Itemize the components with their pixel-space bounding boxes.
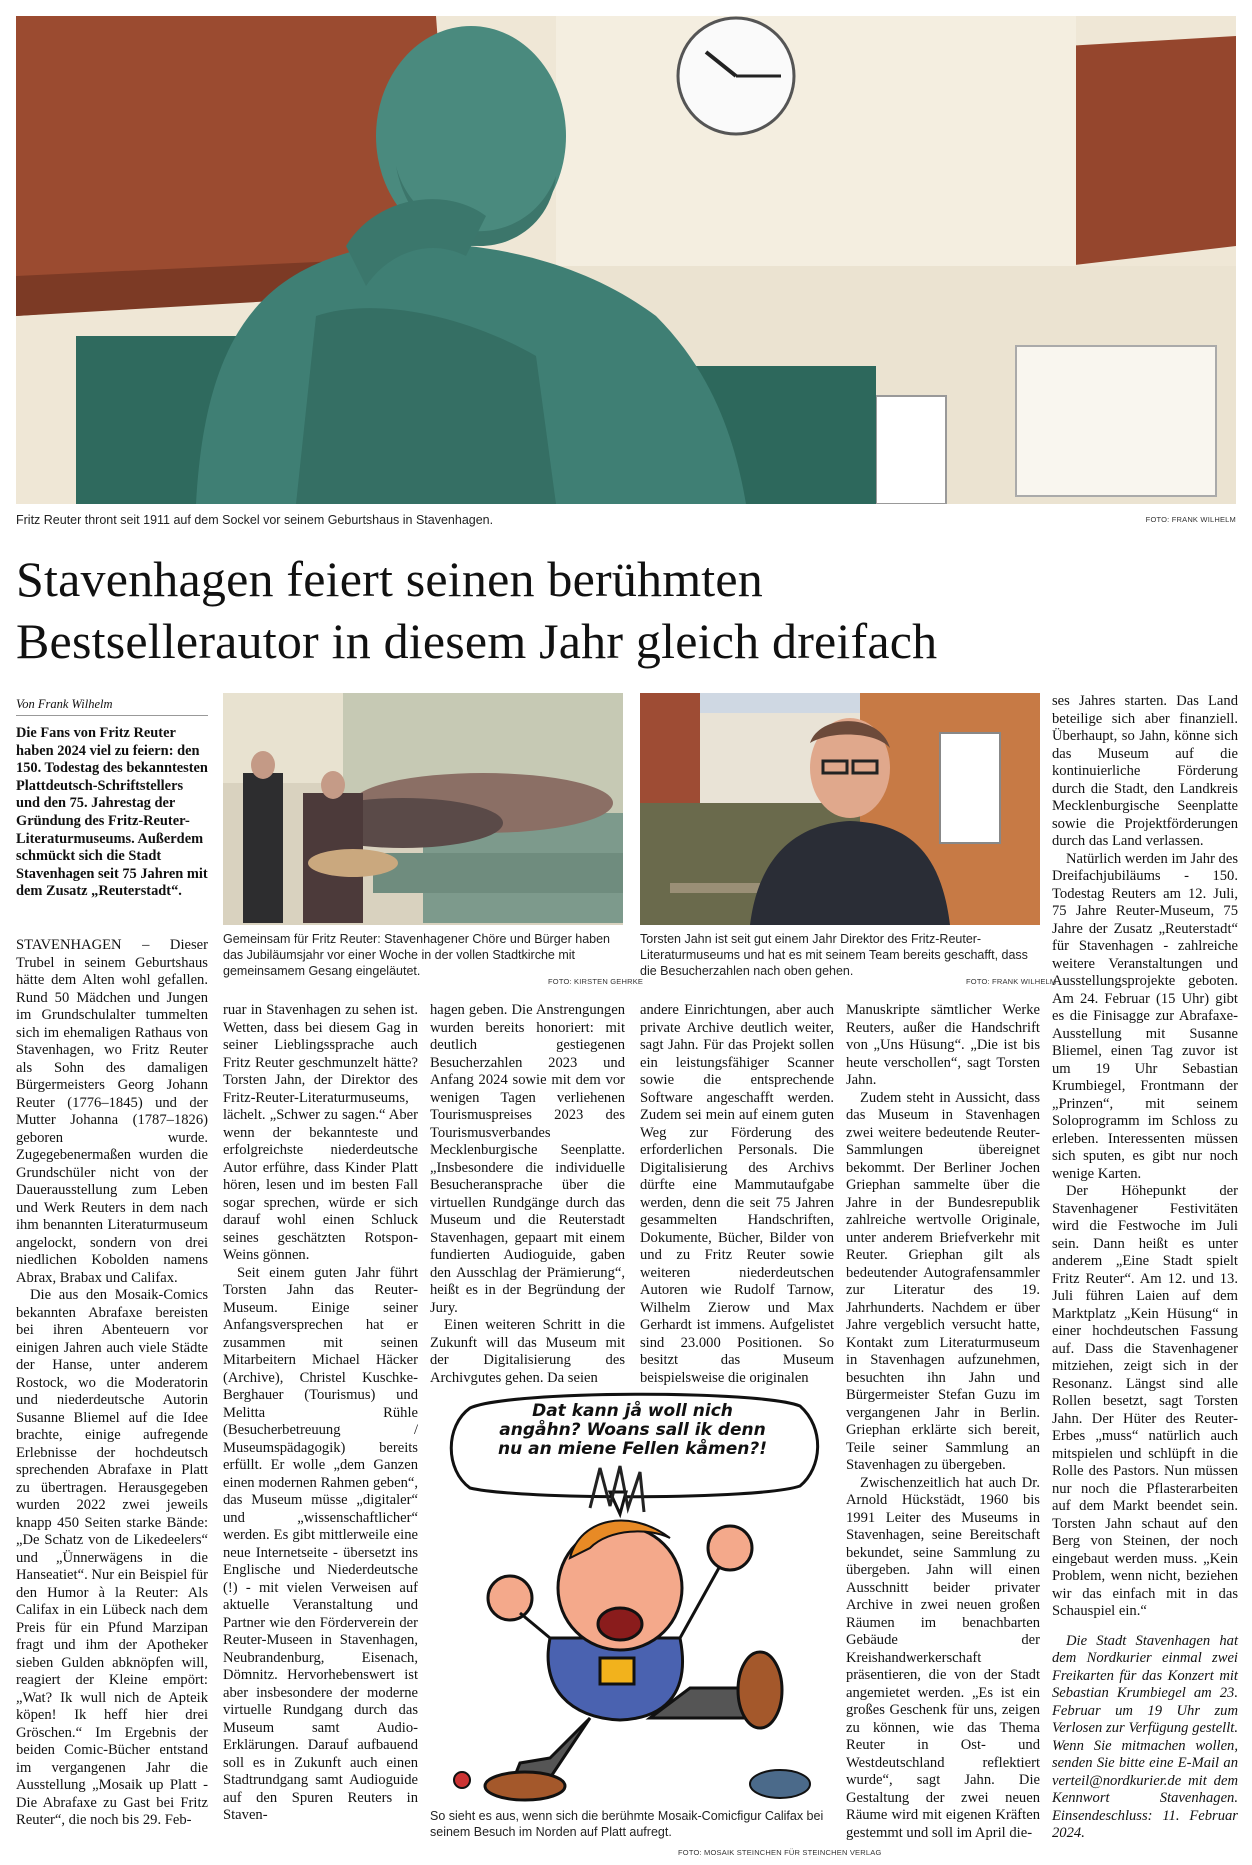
ticket-raffle-notice: Die Stadt Stavenhagen hat dem Nordkurier einmal zwei Freikarten für das Konzert mit Sebastian Krumbiegel am 23. Februar um 19 Uhr zum Verlosen zur Verfügung gestellt. Wenn Sie mitmachen wollen, senden Sie bitte eine E-Mail an verteil@nordkurier.de mit dem Kennwort Stavenhagen. Einsendeschluss: 11. Februar 2024. xyxy=(1052,1632,1238,1841)
col1-paragraph-2: Die aus den Mosaik-Comics bekannten Abrafaxe bereisten bei ihren Abenteuern vor einigen Jahren auch viele Städte der Hanse, unter anderem Rostock, wo die Moderatorin und niederdeutsche Autorin Susanne Bliemel auf die Idee brachte, einige aufregende Erlebnisse der hochdeutsch sprechenden Abrafaxe in Platt zu übertragen. Herausgegeben wurden 2022 zwei jeweils knapp 450 Seiten starke Bände: „De Schatz von de Likedeelers“ und „Ünnerwägens in die Hanseatiet“. Nur ein Beispiel für den Humor à la Reuter: Als Califax in ein Lübeck nach dem Preis für ein Pfund Marzipan fragt und ihm der Apotheker sieben Gulden abknöpfen will, reagiert der Kleine empört: „Wat? Ik wull nich de Apteik köpen! Ik heff hier drei Gröschen.“ Im Ergebnis der beiden Comic-Bücher entstand im vergangenen Jahr die Ausstellung „Mosaik up Platt - Die Abrafaxe zu Gast bei Fritz Reuter“, die noch bis 29. Feb- xyxy=(16,1287,208,1828)
col5-paragraph-1: Manuskripte sämtlicher Werke Reuters, außer die Handschrift von „Uns Hüsung“. „Die ist bis heute verschollen“, sagt Torsten Jahn. xyxy=(846,1002,1040,1088)
col1-paragraph-1: STAVENHAGEN – Dieser Trubel in seinem Geburtshaus hätte dem Alten wohl gefallen. Rund 50 Mädchen und Jungen im Grundschulalter tummelten sich im ehemaligen Rathaus von Stavenhagen, wo Fritz Reuter als Sohn des damaligen Bürgermeisters Georg Johann Reuter (1776–1845) und der Mutter Johanna (1787–1826) geboren wurde. Zugegebenermaßen wurden die Grundschüler nicht von der Dauerausstellung zum Leben und Werk Reuters in dem nach ihm benannten Literaturmuseum angelockt, sondern von drei niedlichen Kobolden namens Abrax, Brabax und Califax. xyxy=(16,937,208,1286)
col5-paragraph-2: Zudem steht in Aussicht, dass das Museum in Stavenhagen zwei weitere bedeutende Reuter-Sammlungen übereignet bekommt. Der Berliner Jochen Griephan sammelte über die Jahre in der Bundesrepublik zahlreiche wertvolle Originale, unter anderem Briefverkehr mit Reuter. Griephan gilt als bedeutender Autografensammler zur Literatur des 19. Jahrhunderts. Nachdem er über Jahre vergeblich versucht hatte, Kontakt zum Literaturmuseum in Stavenhagen aufzunehmen, besuchten ihn Jahn und Bürgermeister Stefan Guzu im vergangenen Jahr in Berlin. Griephan erklärte sich bereit, Teile seiner Sammlung an Stavenhagen zu übergeben. xyxy=(846,1089,1040,1473)
comic-credit: FOTO: MOSAIK STEINCHEN FÜR STEINCHEN VERLAG xyxy=(678,1848,882,1857)
photo-church-caption: Gemeinsam für Fritz Reuter: Stavenhagener Chöre und Bürger haben das Jubiläumsjahr vor einer Woche in der vollen Stadtkirche mit gemeinsamem Gesang eingeläutet. xyxy=(223,932,611,978)
lead-paragraph: Die Fans von Fritz Reuter haben 2024 viel zu feiern: den 150. Todestag des bekanntesten Plattdeutsch-Schriftstellers und den 75. Jahrestag der Gründung des Fritz-Reuter-Literaturmuseums. Außerdem schmückt sich die Stadt Stavenhagen seit 75 Jahren mit dem Zusatz „Reuterstadt“. xyxy=(16,725,208,900)
headline-line-2: Bestsellerautor in diesem Jahr gleich dreifach xyxy=(16,613,938,669)
article-headline xyxy=(16,548,1236,672)
photo-director-caption: Torsten Jahn ist seit gut einem Jahr Direktor des Fritz-Reuter-Literaturmuseums und hat es mit seinem Team bereits geschafft, dass die Besucherzahlen nach oben gehen. xyxy=(640,932,1028,978)
article-column-4 xyxy=(640,1002,834,1387)
article-column-1 xyxy=(16,937,208,1830)
byline-rule xyxy=(16,715,208,716)
col4-paragraph-1: andere Einrichtungen, aber auch private Archive deutlich weiter, sagt Jahn. Für das Projekt sollen ein leistungsfähiger Scanner sowie die entsprechende Software angeschafft werden. Zudem sei mein auf einem guten Weg zur Förderung des erforderlichen Personals. Die Digitalisierung des Archivs dürfte eine Mammutaufgabe werden, denn die seit 75 Jahren gesammelten Handschriften, Dokumente, Bücher, Bilder von und zu Fritz Reuter sowie weiteren niederdeutschen Autoren wie Rudolf Tarnow, Wilhelm Zierow und Max Gerhardt ist immens. Aufgelistet sind 23.000 Positionen. So besitzt das Museum beispielsweise die originalen xyxy=(640,1002,834,1386)
article-column-2 xyxy=(223,1002,418,1825)
col6-paragraph-2: Natürlich werden im Jahr des Dreifachjubiläums - 150. Todestag Reuters am 12. Juli, 75 Jahre Reuter-Museum, 75 Jahre der Zusatz „Reuterstadt“ für Stavenhagen - zahlreiche weitere Veranstaltungen und Ausstellungsprojekte geboten. Am 24. Februar (15 Uhr) gibt es die Finisagge zur Abrafaxe-Ausstellung mit Susanne Bliemel, einen Tag zuvor ist um 19 Uhr Sebastian Krumbiegel, Frontmann der „Prinzen“, mit seinem Soloprogramm im Schloss zu erleben. Interessenten müssen sich sputen, es gibt nur noch wenige Karten. xyxy=(1052,850,1238,1182)
comic-caption: So sieht es aus, wenn sich die berühmte Mosaik-Comicfigur Califax bei seinem Besuch im Norden auf Platt aufregt. xyxy=(430,1809,824,1839)
col3-paragraph-1: hagen geben. Die Anstrengungen wurden bereits honoriert: mit deutlich gestiegenen Besucherzahlen 2023 und Anfang 2024 sowie mit dem vor wenigen Tagen verliehenen Tourismuspreises 2023 des Tourismusverbandes Mecklenburgische Seenplatte. „Insbesondere die individuelle Besucheransprache über die virtuellen Rundgänge durch das Museum und die Reuterstadt Stavenhagen, gepaart mit einem fundierten Audioguide, gaben den Ausschlag der Prämierung“, heißt es in der Begründung der Jury. xyxy=(430,1002,625,1316)
col6-paragraph-1: ses Jahres starten. Das Land beteilige sich aber finanziell. Überhaupt, so Jahn, könne sich das Museum auf die kontinuierliche Förderung durch die Stadt, den Landkreis Mecklenburgische Seenplatte sowie die Projektförderungen durch das Land verlassen. xyxy=(1052,693,1238,849)
photo-director-credit: FOTO: FRANK WILHELM xyxy=(966,977,1057,986)
article-column-3 xyxy=(430,1002,625,1387)
photo-church-choir xyxy=(223,693,623,925)
comic-speech-bubble: Dat kann jå woll nich angåhn? Woans sall ik denn nu an miene Fellen kåmen?! xyxy=(497,1401,767,1459)
photo-torsten-jahn xyxy=(640,693,1040,925)
hero-credit: FOTO: FRANK WILHELM xyxy=(1145,515,1236,524)
article-column-5 xyxy=(846,1002,1040,1842)
byline: Von Frank Wilhelm xyxy=(16,697,113,711)
col3-paragraph-2: Einen weiteren Schritt in die Zukunft will das Museum mit der Digitalisierung des Archivgutes gehen. Da seien xyxy=(430,1317,625,1386)
comic-califax xyxy=(430,1388,835,1804)
hero-caption: Fritz Reuter thront seit 1911 auf dem Sockel vor seinem Geburtshaus in Stavenhagen. xyxy=(16,513,494,527)
col2-paragraph-1: ruar in Stavenhagen zu sehen ist. Wetten, dass bei diesem Gag in seiner Lieblingssprache auch Fritz Reuter geschmunzelt hätte? Torsten Jahn, der Direktor des Fritz-Reuter-Literaturmuseums, lächelt. „Schwer zu sagen.“ Aber wenn der bekannteste und erfolgreichste niederdeutsche Autor erführe, dass Kinder Platt hören, lesen und im besten Fall sogar sprechen, würde er sich darauf wohl einen Schluck seines geschätzten Rotspon-Weins gönnen. xyxy=(223,1002,418,1263)
article-column-6 xyxy=(1052,693,1238,1843)
col2-paragraph-2: Seit einem guten Jahr führt Torsten Jahn das Reuter-Museum. Einige seiner Anfangsversprechen hat er zusammen mit seinen Mitarbeitern Michael Häcker (Archive), Christel Kuschke-Berghauer (Tourismus) und Melitta Rühle (Besucherbetreuung / Museumspädagogik) bereits erfüllt. Er wolle „dem Ganzen einen modernen Rahmen geben“, das Museum müsse „digitaler“ und „wissenschaftlicher“ werden. Es gibt mittlerweile eine neue Internetseite - übersetzt ins Englische und Niederdeutsche (!) - mit vielen Verweisen auf aktuelle Veranstaltung und Partner wie den Förderverein der Reuter-Museen in Stavenhagen, Neubrandenburg, Eisenach, Dömnitz. Hervorhebenswert ist aber insbesondere der moderne virtuelle Rundgang durch das Museum samt Audio-Erklärungen. Darauf aufbauend soll es in Zukunft auch einen Stadtrundgang samt Audioguide auf den Spuren Reuters in Staven- xyxy=(223,1264,418,1823)
hero-photo-reuter-statue xyxy=(16,16,1236,504)
col6-paragraph-3: Der Höhepunkt der Stavenhagener Festivitäten wird die Festwoche im Juli sein. Dann heißt es unter anderem „Eine Stadt spielt Fritz Reuter“. Am 12. und 13. Juli führen Laien auf dem Marktplatz „Kein Hüsung“ in einer hochdeutschen Fassung auf. Dass die Stavenhagener mitziehen, zeigt sich in der Resonanz. Längst sind alle Rollen besetzt, sagt Torsten Jahn. Der Hüter des Reuter-Erbes „muss“ natürlich auch mitspielen und schlüpft in die Rolle des Pastors. Nun müssen nur noch die Pflasterarbeiten auf dem Markt beendet sein. Torsten Jahn schaut auf den Berg von Steinen, der noch eingebaut werden muss. „Kein Problem, wenn nicht, beziehen wir das einfach mit in das Schauspiel ein.“ xyxy=(1052,1183,1238,1619)
photo-church-credit: FOTO: KIRSTEN GEHRKE xyxy=(548,977,644,986)
col5-paragraph-3: Zwischenzeitlich hat auch Dr. Arnold Hückstädt, 1960 bis 1991 Leiter des Museums in Stavenhagen, seine Bereitschaft bekundet, seine Sammlung zu übergeben. Jahn will einen Ausschnitt beider privater Archive in zwei neuen großen Räumen im benachbarten Gebäude der Kreishandwerkerschaft präsentieren, die von der Stadt angemietet werden. „Es ist ein großes Geschenk für uns, zeigen zu können, wie das Thema Reuter in Ost- und Westdeutschland reflektiert wurde“, sagt Jahn. Die Gestaltung der zwei neuen Räume wird mit eigenen Kräften gestemmt und soll im April die- xyxy=(846,1474,1040,1841)
headline-line-1: Stavenhagen feiert seinen berühmten xyxy=(16,551,763,607)
